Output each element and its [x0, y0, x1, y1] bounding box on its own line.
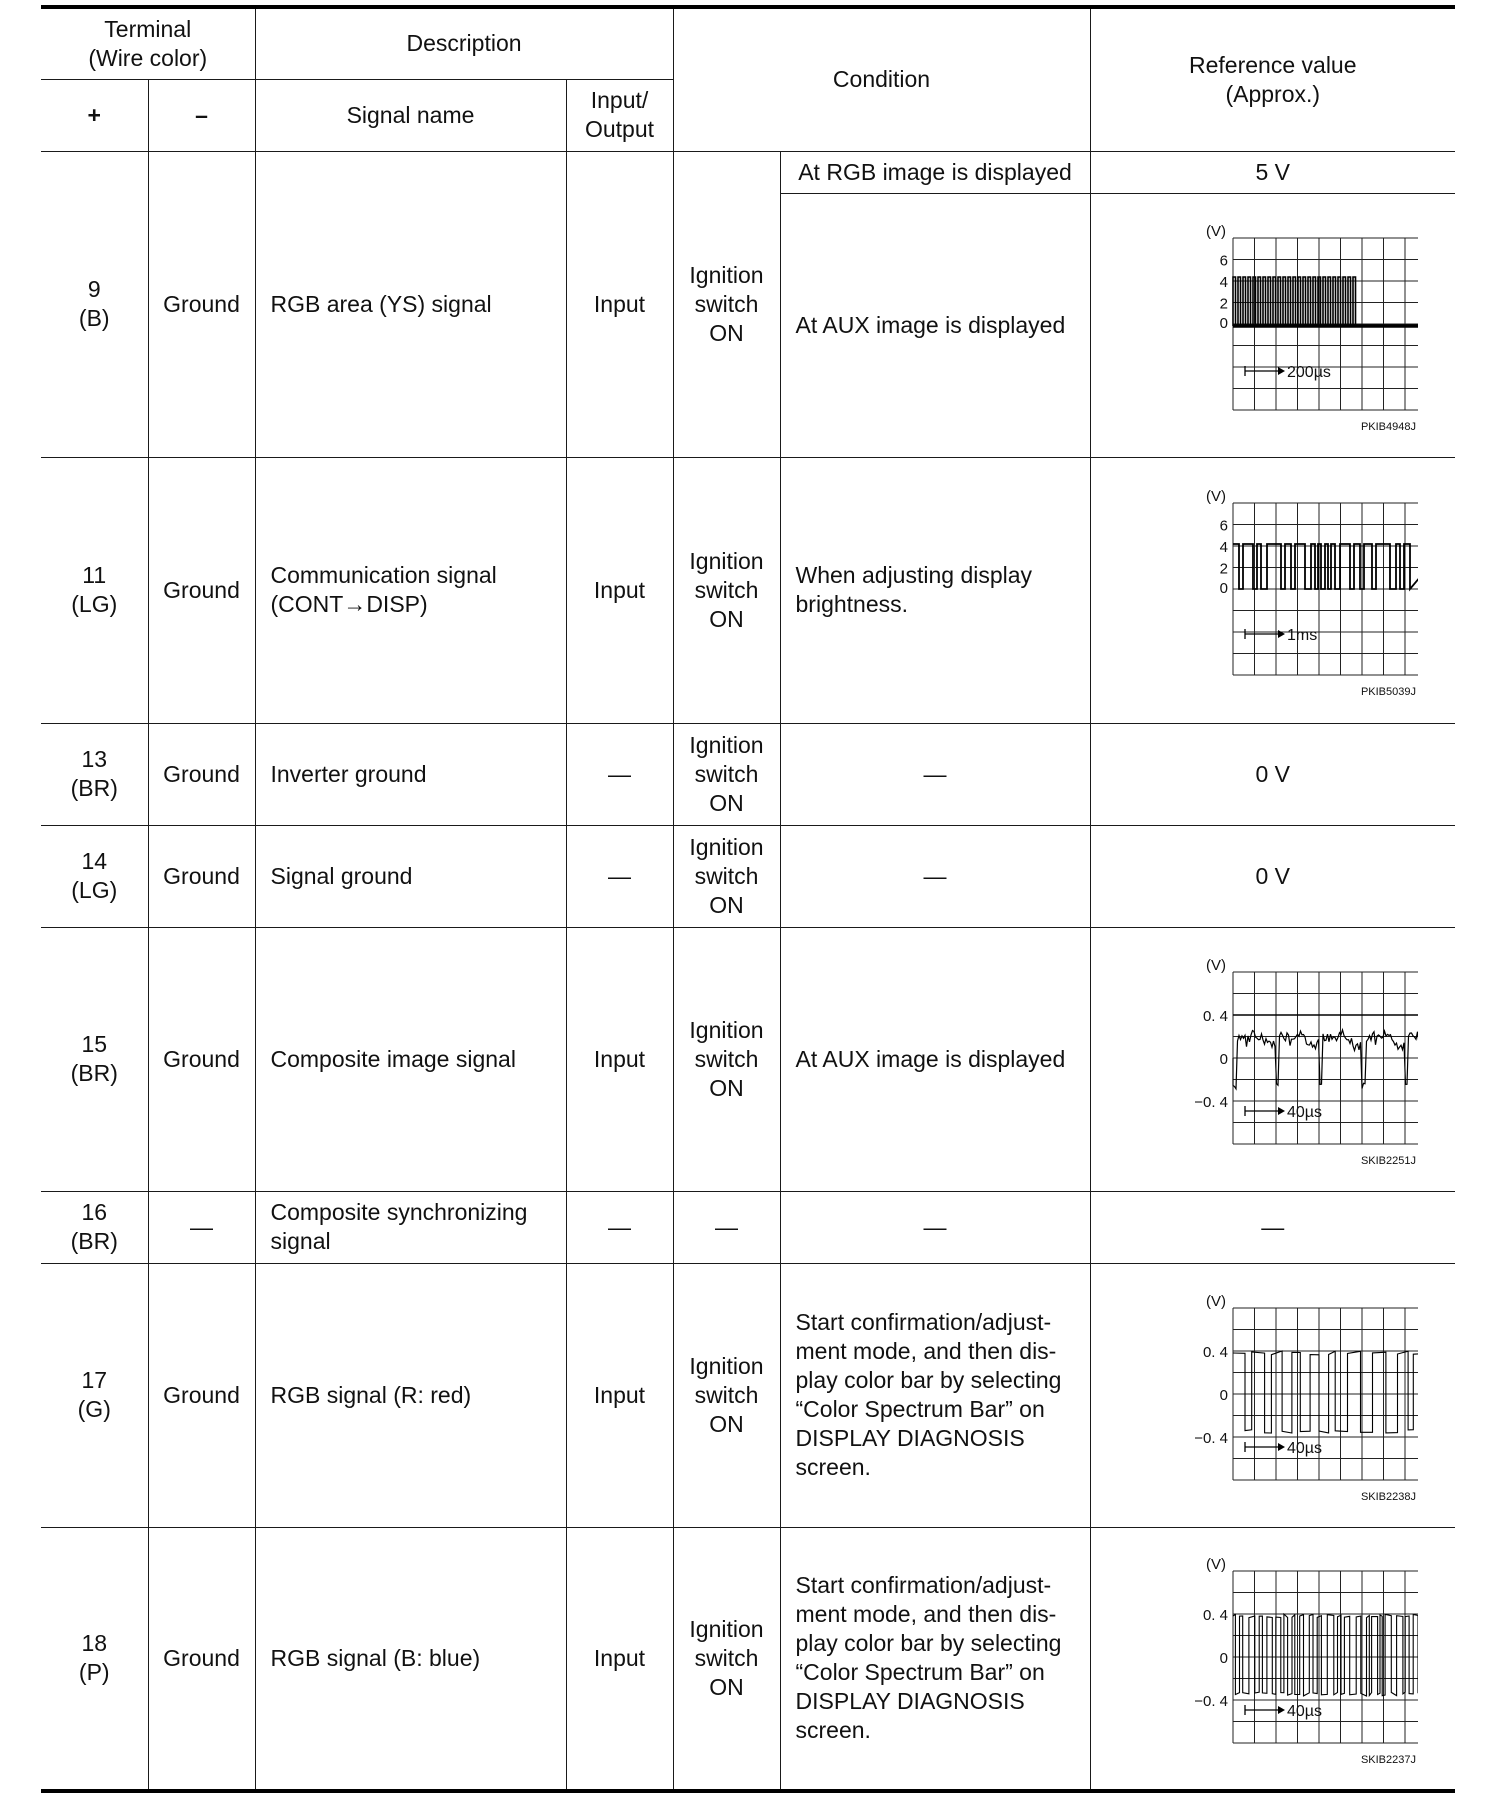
wave-time-scale: 200µs	[1286, 364, 1331, 381]
switch-18: Ignition switch ON	[673, 1527, 780, 1791]
switch-14: Ignition switch ON	[673, 825, 780, 927]
figure-code: SKIB2237J	[1360, 1754, 1416, 1767]
terminal-17: 17 (G)	[41, 1263, 148, 1527]
io-15: Input	[566, 927, 673, 1191]
signal-name-15: Composite image signal	[255, 927, 566, 1191]
signal-name-18: RGB signal (B: blue)	[255, 1527, 566, 1791]
wave-axis-label: 0	[1219, 315, 1228, 332]
wave-axis-label: 0. 4	[1202, 1344, 1228, 1361]
minus-terminal-14: Ground	[148, 825, 255, 927]
switch-17: Ignition switch ON	[673, 1263, 780, 1527]
reference-17	[1090, 1263, 1455, 1527]
header-io: Input/ Output	[566, 79, 673, 151]
wave-axis-label: 0. 4	[1202, 1607, 1228, 1625]
condition-11: When adjusting display brightness.	[780, 457, 1090, 723]
header-reference: Reference value (Approx.)	[1090, 7, 1455, 151]
minus-terminal-15: Ground	[148, 927, 255, 1191]
terminal-15: 15 (BR)	[41, 927, 148, 1191]
wave-time-scale: 40µs	[1286, 1440, 1322, 1457]
switch-13: Ignition switch ON	[673, 723, 780, 825]
switch-11: Ignition switch ON	[673, 457, 780, 723]
signal-name-14: Signal ground	[255, 825, 566, 927]
io-13: —	[566, 723, 673, 825]
reference-13: 0 V	[1090, 723, 1455, 825]
waveform-11	[1128, 481, 1418, 699]
signal-name-16: Composite synchronizing signal	[255, 1191, 566, 1263]
wave-time-scale: 40µs	[1286, 1104, 1322, 1121]
header-signal-name: Signal name	[255, 79, 566, 151]
wave-axis-label: (V)	[1205, 1556, 1226, 1574]
reference-14: 0 V	[1090, 825, 1455, 927]
wave-axis-label: −0. 4	[1193, 1430, 1228, 1447]
wave-axis-label: −0. 4	[1193, 1094, 1228, 1111]
io-11: Input	[566, 457, 673, 723]
figure-code: SKIB2251J	[1360, 1155, 1416, 1167]
condition-15: At AUX image is displayed	[780, 927, 1090, 1191]
condition-18: Start confirmation/adjust- ment mode, and then dis- play color bar by selecting “Color Spectrum Bar” on DISPLAY DIAGNOSIS screen.	[780, 1527, 1090, 1791]
reference-11	[1090, 457, 1455, 723]
wave-axis-label: 0	[1219, 1387, 1228, 1404]
wave-axis-label: (V)	[1205, 957, 1226, 974]
condition-9-rgb: At RGB image is displayed	[780, 151, 1090, 193]
minus-terminal-9: Ground	[148, 151, 255, 457]
wave-axis-label: 2	[1219, 560, 1228, 578]
wave-axis-label: 2	[1219, 295, 1228, 313]
minus-terminal-18: Ground	[148, 1527, 255, 1791]
wave-axis-label: 6	[1219, 517, 1228, 535]
figure-code: SKIB2238J	[1360, 1491, 1416, 1503]
figure-code: PKIB4948J	[1360, 421, 1416, 433]
terminal-16: 16 (BR)	[41, 1191, 148, 1263]
wave-axis-label: 0	[1219, 1650, 1228, 1668]
wave-axis-label: 6	[1219, 252, 1228, 270]
io-14: —	[566, 825, 673, 927]
io-9: Input	[566, 151, 673, 457]
header-plus: +	[41, 79, 148, 151]
figure-code: PKIB5039J	[1360, 686, 1416, 698]
io-16: —	[566, 1191, 673, 1263]
wave-axis-label: 0. 4	[1202, 1008, 1228, 1025]
terminal-11: 11 (LG)	[41, 457, 148, 723]
reference-15	[1090, 927, 1455, 1191]
condition-16: —	[780, 1191, 1090, 1263]
wave-time-scale: 40µs	[1286, 1703, 1322, 1721]
waveform-9	[1128, 216, 1418, 434]
signal-name-9: RGB area (YS) signal	[255, 151, 566, 457]
wave-axis-label: (V)	[1205, 488, 1226, 505]
minus-terminal-17: Ground	[148, 1263, 255, 1527]
io-17: Input	[566, 1263, 673, 1527]
minus-terminal-11: Ground	[148, 457, 255, 723]
minus-terminal-16: —	[148, 1191, 255, 1263]
terminal-9: 9 (B)	[41, 151, 148, 457]
reference-16: —	[1090, 1191, 1455, 1263]
header-condition: Condition	[673, 7, 1090, 151]
header-terminal: Terminal (Wire color)	[41, 7, 255, 79]
condition-17: Start confirmation/adjust- ment mode, and then dis- play color bar by selecting “Color Spectrum Bar” on DISPLAY DIAGNOSIS screen.	[780, 1263, 1090, 1527]
header-minus: –	[148, 79, 255, 151]
terminal-14: 14 (LG)	[41, 825, 148, 927]
header-description: Description	[255, 7, 673, 79]
wave-axis-label: −0. 4	[1193, 1693, 1228, 1711]
terminal-13: 13 (BR)	[41, 723, 148, 825]
condition-13: —	[780, 723, 1090, 825]
wave-axis-label: (V)	[1205, 1293, 1226, 1310]
terminal-18: 18 (P)	[41, 1527, 148, 1791]
condition-9-aux: At AUX image is displayed	[780, 193, 1090, 457]
waveform-18	[1128, 1549, 1418, 1767]
wave-axis-label: (V)	[1205, 223, 1226, 240]
waveform-15	[1128, 950, 1418, 1168]
reference-9-aux	[1090, 193, 1455, 457]
wave-axis-label: 4	[1219, 274, 1228, 291]
reference-9-rgb: 5 V	[1090, 151, 1455, 193]
switch-15: Ignition switch ON	[673, 927, 780, 1191]
minus-terminal-13: Ground	[148, 723, 255, 825]
reference-18	[1090, 1527, 1455, 1791]
condition-14: —	[780, 825, 1090, 927]
waveform-17	[1128, 1286, 1418, 1504]
wave-axis-label: 0	[1219, 1051, 1228, 1068]
signal-name-17: RGB signal (R: red)	[255, 1263, 566, 1527]
switch-16: —	[673, 1191, 780, 1263]
signal-name-11: Communication signal (CONT→DISP)	[255, 457, 566, 723]
switch-9: Ignition switch ON	[673, 151, 780, 457]
signal-name-13: Inverter ground	[255, 723, 566, 825]
wave-axis-label: 0	[1219, 580, 1228, 597]
wave-axis-label: 4	[1219, 539, 1228, 556]
io-18: Input	[566, 1527, 673, 1791]
wave-time-scale: 1ms	[1286, 627, 1317, 644]
terminal-reference-table	[41, 5, 1455, 1793]
